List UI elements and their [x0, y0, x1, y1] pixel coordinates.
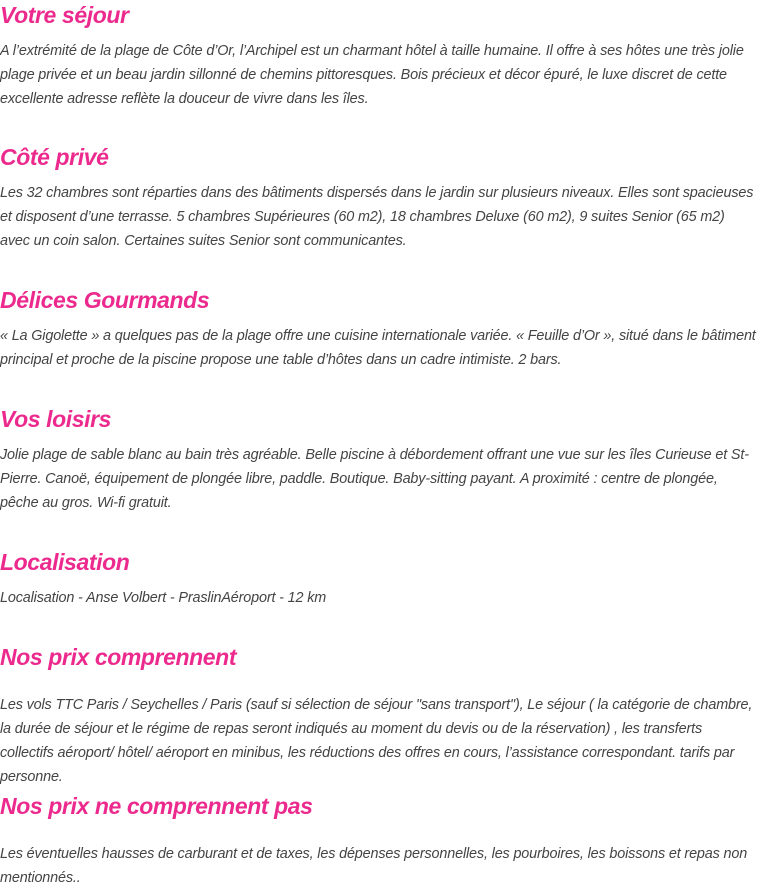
section-votre-sejour: [0, 0, 758, 111]
section-text: Localisation - Anse Volbert - PraslinAéroport - 12 km: [0, 590, 327, 606]
section-text: Les vols TTC Paris / Seychelles / Paris (sauf si sélection de séjour "sans transport"), Le séjour ( la catégorie de chambre, la durée de séjour et le régime de repas seront indiqués au moment du devis ou de la réservation) , les transferts collectifs aéroport/ hôtel/ aéroport en minibus, les réductions des offres en cours, l’assistance correspondant. tarifs par personne.: [0, 697, 753, 785]
section-cote-prive: [0, 142, 758, 253]
section-vos-loisirs: [0, 404, 758, 515]
section-text: « La Gigolette » a quelques pas de la plage offre une cuisine internationale variée. « Feuille d’Or », situé dans le bâtiment principal et proche de la piscine propose une table d’hôtes dans un cadre intimiste. 2 bars.: [0, 328, 756, 368]
section-title: Côté privé: [0, 144, 109, 170]
section-text: Les éventuelles hausses de carburant et de taxes, les dépenses personnelles, les pourboires, les boissons et repas non mentionnés..: [0, 846, 748, 886]
section-title: Votre séjour: [0, 2, 129, 28]
section-title: Localisation: [0, 549, 130, 575]
section-text: Jolie plage de sable blanc au bain très agréable. Belle piscine à débordement offrant une vue sur les îles Curieuse et St-Pierre. Canoë, équipement de plongée libre, paddle. Boutique. Baby-sitting payant. A proximité : centre de plongée, pêche au gros. Wi-fi gratuit.: [0, 447, 749, 511]
section-title: Vos loisirs: [0, 406, 112, 432]
section-title: Délices Gourmands: [0, 287, 210, 313]
section-localisation: [0, 547, 758, 610]
section-nos-prix-comprennent: [0, 642, 758, 789]
section-text: Les 32 chambres sont réparties dans des bâtiments dispersés dans le jardin sur plusieurs niveaux. Elles sont spacieuses et disposent d’une terrasse. 5 chambres Supérieures (60 m2), 18 chambres Deluxe (60 m2), 9 suites Senior (65 m2) avec un coin salon. Certaines suites Senior sont communicantes.: [0, 185, 754, 249]
section-title: Nos prix comprennent: [0, 644, 237, 670]
section-nos-prix-ne-comprennent-pas: [0, 791, 758, 890]
section-text: A l’extrémité de la plage de Côte d’Or, l’Archipel est un charmant hôtel à taille humaine. Il offre à ses hôtes une très jolie plage privée et un beau jardin sillonné de chemins pittoresques. Bois précieux et décor épuré, le luxe discret de cette excellente adresse reflète la douceur de vivre dans les îles.: [0, 43, 744, 107]
section-delices-gourmands: [0, 285, 758, 372]
section-title: Nos prix ne comprennent pas: [0, 793, 313, 819]
